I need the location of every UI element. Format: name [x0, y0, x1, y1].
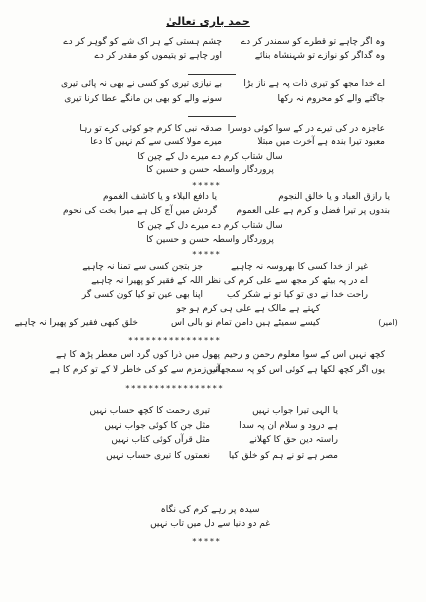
verse-line: کیسے سمیٹے ہیں دامن تمام نو بالی اس — [171, 318, 320, 328]
poet-note: (امیر) — [378, 318, 398, 327]
verse-line: وہ اگر چاہے تو قطرے کو سمندر کر دے — [240, 37, 385, 47]
verse-line: عاجزہ در کی تیرے در کے سوا کوئی دوسرا — [227, 124, 385, 134]
verse-line: یوں اگر کچھ لکھا ہے کوئی اس کو پہ سمجھائیں — [206, 365, 385, 375]
verse-line: بے نیازی تیری کو کسی نے بھی نہ پائی تیری — [60, 79, 222, 89]
star-divider: ***** — [192, 537, 222, 546]
verse-line: یا دافع البلاء و یا کاشف الغموم — [102, 192, 217, 202]
verse-line: اپنا بھی عین تو کیا کون کسی گر — [81, 290, 203, 300]
verse-line: یا الہی تیرا جواب نہیں — [252, 406, 338, 416]
refrain-line: سال شتاب کرم دے میرے دل کے چین کا — [137, 152, 283, 162]
star-divider: **************** — [128, 336, 222, 345]
verse-line: اللہ کے فقیر کو پھیرا نہ چاہیے — [91, 276, 203, 286]
refrain-line: غم دو دنیا سے دل میں تاب نہیں — [150, 519, 270, 529]
verse-line: یا رازق العباد و یا خالق النجوم — [278, 192, 390, 202]
verse-line: ہے درود و سلام ان پہ سدا — [239, 421, 338, 431]
verse-line: اے در پہ بیٹھ کر مجھ سے علی کرم کی نظر — [206, 276, 368, 286]
verse-line: تیری رحمت کا کچھ حساب نہیں — [89, 406, 210, 416]
verse-line: جاگتے والے کو محروم نہ رکھا — [277, 94, 385, 104]
verse-line: راستہ دین حق کا کھلانے — [249, 435, 338, 445]
verse-line: مثل جن کا کوئی جواب نہیں — [104, 421, 210, 431]
verse-line: نعمتوں کا تیری حساب نہیں — [106, 451, 210, 461]
refrain-line: پروردگار واسطہ حسن و حسین کا — [146, 165, 274, 175]
verse-line: غیر از خدا کسی کا بھروسہ نہ چاہیے — [230, 262, 368, 272]
refrain-line: سال شتاب کرم دے میرے دل کے چین کا — [137, 221, 283, 231]
verse-line: اے خدا مجھ کو تیری ذات پہ ہے ناز بڑا — [243, 79, 385, 89]
star-divider: ***** — [192, 250, 222, 259]
verse-line: بندوں پر تیرا فضل و کرم ہے علی العموم — [236, 206, 390, 216]
verse-line: آب زمزم سے کو کی خاطر لا کے تو کرم کا ہے — [49, 365, 220, 375]
verse-line: راحت خدا نے دی تو کیا تو نے شکر کب — [226, 290, 368, 300]
verse-line: چشم ہستی کے ہر اک شے کو گوہر کر دے — [63, 37, 222, 47]
verse-line: کہتے ہے مالک ہے علی ہی کرم ہو جو — [176, 304, 320, 314]
verse-line: اور چاہے تو یتیموں کو مقدر کر دے — [94, 51, 222, 61]
verse-line: خلق کبھی فقیر کو پھیرا نہ چاہیے — [14, 318, 138, 328]
section-divider — [188, 116, 236, 117]
verse-line: وہ گداگر کو نوازے تو شہنشاہ بنائے — [254, 51, 385, 61]
refrain-line: سیدہ پر رہے کرم کی نگاہ — [160, 505, 260, 515]
verse-line: صدقہ نبی کا کرم جو کوئی کرے تو رہا — [79, 124, 222, 134]
verse-line: مثل قرآں کوئی کتاب نہیں — [111, 435, 210, 445]
verse-line: میرے مولا کسی سے کم نہیں کا دعا — [90, 137, 222, 147]
refrain-line: پروردگار واسطہ حسن و حسین کا — [146, 235, 274, 245]
verse-line: گردش میں آج کل ہے میرا بخت کی نحوم — [63, 206, 217, 216]
verse-line: جز بتجن کسی سے تمنا نہ چاہیے — [82, 262, 203, 272]
star-divider: ***** — [192, 181, 222, 190]
page-title: حمد باری تعالیٰ — [166, 15, 250, 28]
section-divider — [188, 74, 236, 75]
verse-line: پھول میں ذرا کوں گرد اس معطر پڑھ کا ہے — [56, 350, 220, 360]
verse-line: سونے والے کو بھی بن مانگے عطا کرنا تیری — [64, 94, 222, 104]
verse-line: معبود تیرا بندہ ہے آخرت میں مبتلا — [257, 137, 385, 147]
star-divider: ***************** — [125, 384, 224, 393]
verse-line: مصر ہے تو نے ہم کو خلق کیا — [228, 451, 338, 461]
verse-line: کچھ نہیں اس کے سوا معلوم رحمن و رحیم — [223, 350, 385, 360]
